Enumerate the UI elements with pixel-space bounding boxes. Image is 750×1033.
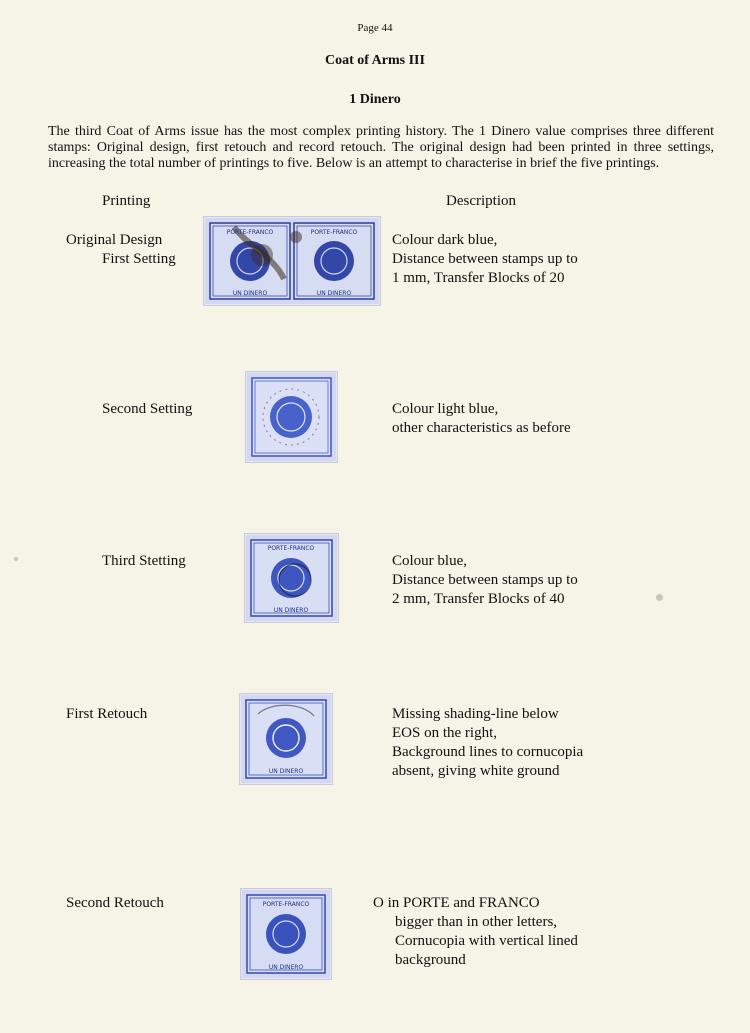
label-line: Third Stetting: [102, 553, 186, 569]
page-number: Page 44: [357, 22, 393, 34]
description-column-header: Description: [446, 193, 516, 209]
description-row-5: [373, 894, 578, 970]
desc-line: absent, giving white ground: [392, 763, 560, 779]
label-line: Second Retouch: [66, 895, 164, 911]
printing-label-second-setting: [102, 400, 192, 419]
description-row-4: [392, 705, 583, 781]
desc-line: Colour light blue,: [392, 401, 499, 417]
label-line: Second Setting: [102, 401, 193, 417]
stamp-top-text: PORTE-FRANCO: [226, 229, 274, 236]
printing-label-first-retouch: [66, 705, 147, 724]
description-row-3: [392, 552, 578, 609]
stamp-pair-image: [203, 216, 381, 306]
stamp-top-text: PORTE-FRANCO: [262, 901, 310, 908]
description-row-1: [392, 231, 578, 288]
desc-line: 1 mm, Transfer Blocks of 20: [392, 270, 565, 286]
desc-line: Colour dark blue,: [392, 232, 498, 248]
printing-column-header: Printing: [102, 193, 151, 209]
page-subtitle: 1 Dinero: [349, 92, 401, 107]
desc-line: other characteristics as before: [392, 420, 571, 436]
paper-speck: [656, 594, 663, 601]
label-line: First Retouch: [66, 706, 148, 722]
stamp-first-retouch-image: [239, 693, 333, 785]
stamp-bottom-text: UN DINERO: [273, 607, 309, 614]
stamp-bottom-text: UN DINERO: [232, 290, 268, 297]
desc-line: Distance between stamps up to: [392, 572, 578, 588]
desc-line: Colour blue,: [392, 553, 467, 569]
desc-line: 2 mm, Transfer Blocks of 40: [392, 591, 565, 607]
printing-label-original-design: [66, 231, 176, 269]
stamp-bottom-text: UN DINERO: [268, 964, 304, 971]
label-line: Original Design: [66, 232, 163, 248]
description-row-2: [392, 400, 571, 438]
stamp-second-setting-image: [245, 371, 338, 463]
stamp-bottom-text: UN DINERO: [268, 768, 304, 775]
paper-speck: [14, 557, 18, 561]
desc-line: Background lines to cornucopia: [392, 744, 584, 760]
stamp-second-retouch-image: [240, 888, 332, 980]
printing-label-third-setting: [102, 552, 186, 571]
printing-label-second-retouch: [66, 894, 164, 913]
desc-line: Cornucopia with vertical lined: [395, 933, 578, 949]
page-title: Coat of Arms III: [325, 53, 425, 68]
label-line: First Setting: [102, 251, 176, 267]
intro-paragraph: The third Coat of Arms issue has the most complex printing history. The 1 Dinero value comprises three different stamps: Original design, first retouch and record retouch. The original design had been printed in three settings, increasing the total number of printings to five. Below is an attempt to characterise in brief the five printings.: [48, 124, 714, 171]
stamp-top-text: PORTE-FRANCO: [267, 545, 315, 552]
desc-line: O in PORTE and FRANCO: [373, 895, 540, 911]
stamp-bottom-text: UN DINERO: [316, 290, 352, 297]
stamp-top-text: PORTE-FRANCO: [310, 229, 358, 236]
desc-line: bigger than in other letters,: [395, 914, 558, 930]
desc-line: EOS on the right,: [392, 725, 497, 741]
stamp-third-setting-image: [244, 533, 339, 623]
desc-line: Missing shading-line below: [392, 706, 559, 722]
desc-line: Distance between stamps up to: [392, 251, 578, 267]
desc-line: background: [395, 952, 466, 968]
